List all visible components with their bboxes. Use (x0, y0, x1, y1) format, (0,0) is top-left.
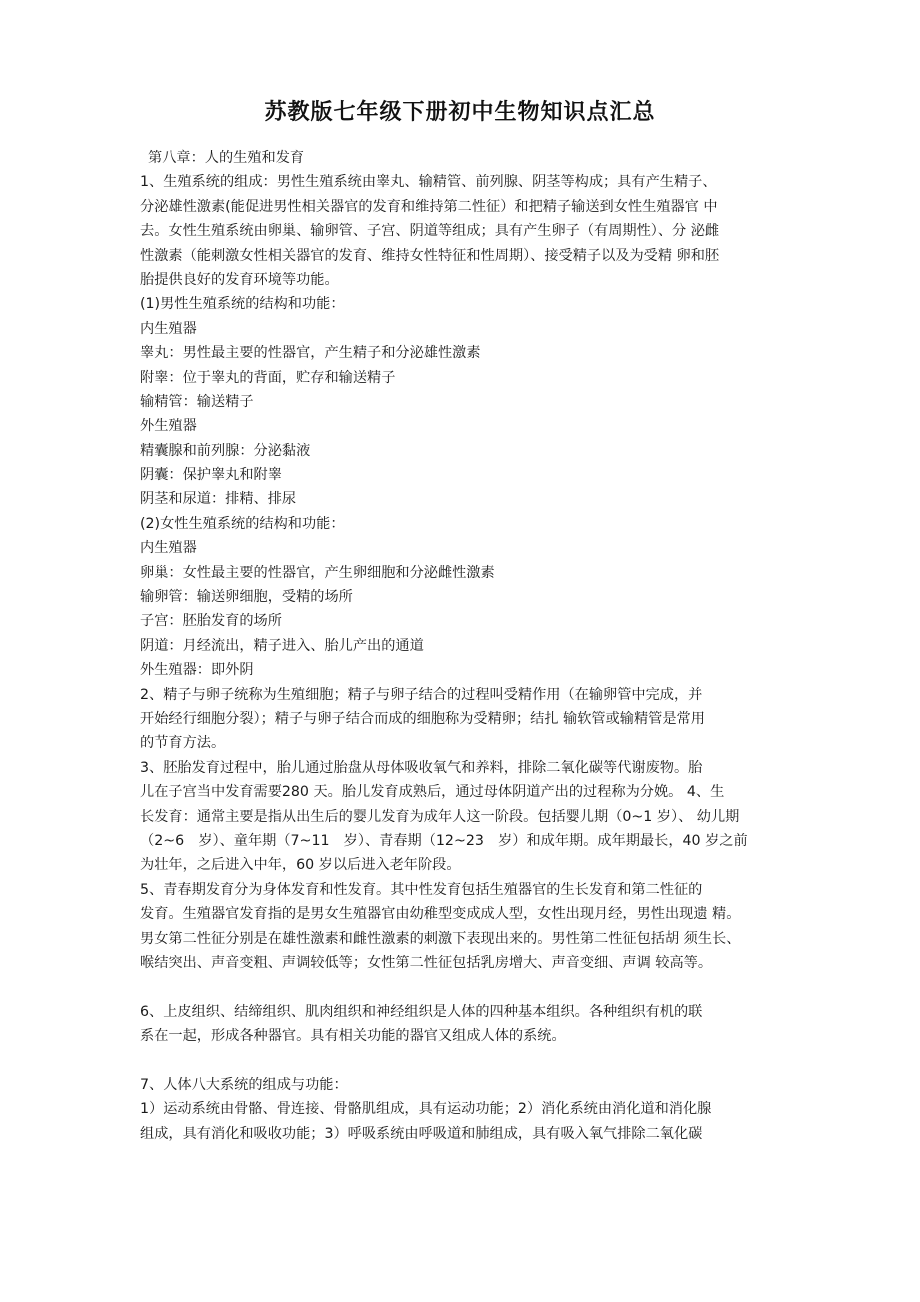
text-line: 输精管：输送精子 (140, 393, 254, 410)
text-line: 内生殖器 (140, 540, 197, 557)
text-line: 外生殖器：即外阴 (140, 662, 254, 679)
text-line: (2)女性生殖系统的结构和功能： (140, 515, 345, 532)
text-line: 阴茎和尿道：排精、排尿 (140, 491, 297, 508)
text-line: 7、人体八大系统的组成与功能： (140, 1076, 348, 1093)
text-line: 为壮年，之后进入中年，60 岁以后进入老年阶段。 (140, 857, 461, 874)
text-line: 发育。生殖器官发育指的是男女生殖器官由幼稚型变成成人型，女性出现月经，男性出现遗 精。 (140, 906, 741, 923)
text-line: 卵巢：女性最主要的性器官，产生卵细胞和分泌雌性激素 (140, 564, 495, 581)
text-line: 喉结突出、声音变粗、声调较低等；女性第二性征包括乳房增大、声音变细、声调 较高等。 (140, 954, 713, 971)
text-line: 精囊腺和前列腺：分泌黏液 (140, 442, 311, 459)
blank-line (140, 1048, 820, 1072)
text-line: 子宫：胚胎发育的场所 (140, 613, 282, 630)
text-line: 组成，具有消化和吸收功能；3）呼吸系统由呼吸道和肺组成，具有吸入氧气排除二氧化碳 (140, 1125, 703, 1142)
page-title: 苏教版七年级下册初中生物知识点汇总 (264, 100, 656, 125)
blank-line (140, 975, 820, 999)
text-line: 6、上皮组织、结缔组织、肌肉组织和神经组织是人体的四种基本组织。各种组织有机的联 (140, 1003, 703, 1020)
text-line: 5、青春期发育分为身体发育和性发育。其中性发育包括生殖器官的生长发育和第二性征的 (140, 881, 703, 898)
text-line: 外生殖器 (140, 418, 197, 435)
text-line: 阴道：月经流出，精子进入、胎儿产出的通道 (140, 637, 424, 654)
text-line: 输卵管：输送卵细胞，受精的场所 (140, 589, 353, 606)
text-line: 儿在子宫当中发育需要280 天。胎儿发育成熟后，通过母体阴道产出的过程称为分娩。 4、生 (140, 784, 725, 801)
text-line: 系在一起，形成各种器官。具有相关功能的器官又组成人体的系统。 (140, 1028, 566, 1045)
text-line: 内生殖器 (140, 320, 197, 337)
chapter-heading: 第八章：人的生殖和发育 (148, 150, 305, 166)
text-line: 2、精子与卵子统称为生殖细胞；精子与卵子结合的过程叫受精作用（在输卵管中完成，并 (140, 686, 703, 703)
text-line: (1)男性生殖系统的结构和功能： (140, 296, 345, 313)
text-line: 性激素（能刺激女性相关器官的发育、维持女性特征和性周期）、接受精子以及为受精 卵和胚 (140, 247, 720, 264)
text-line: 3、胚胎发育过程中，胎儿通过胎盘从母体吸收氧气和养料，排除二氧化碳等代谢废物。胎 (140, 759, 703, 776)
text-line: 睾丸：男性最主要的性器官，产生精子和分泌雄性激素 (140, 345, 481, 362)
text-line: 附睾：位于睾丸的背面，贮存和输送精子 (140, 369, 396, 386)
text-line: 分泌雄性激素(能促进男性相关器官的发育和维持第二性征）和把精子输送到女性生殖器官 中 (140, 198, 718, 215)
text-line: 开始经行细胞分裂）；精子与卵子结合而成的细胞称为受精卵；结扎 输软管或输精管是常用 (140, 710, 705, 727)
text-line: 去。女性生殖系统由卵巢、输卵管、子宫、阴道等组成；具有产生卵子（有周期性）、分 泌雌 (140, 223, 720, 240)
text-line: （2~6 岁）、童年期（7~11 岁）、青春期（12~23 岁）和成年期。成年期最长，40 岁之前 (140, 832, 748, 849)
text-line: 长发育：通常主要是指从出生后的婴儿发育为成年人这一阶段。包括婴儿期（0~1 岁）、 幼儿期 (140, 808, 740, 825)
text-line: 的节育方法。 (140, 735, 226, 752)
text-line: 男女第二性征分别是在雄性激素和雌性激素的刺激下表现出来的。男性第二性征包括胡 须生长、 (140, 930, 741, 947)
text-line: 1）运动系统由骨骼、骨连接、骨骼肌组成，具有运动功能；2）消化系统由消化道和消化腺 (140, 1101, 712, 1118)
text-line: 1、生殖系统的组成：男性生殖系统由睾丸、输精管、前列腺、阴茎等构成；具有产生精子、 (140, 174, 717, 191)
text-line: 胎提供良好的发育环境等功能。 (140, 271, 339, 288)
text-line: 阴囊：保护睾丸和附睾 (140, 467, 282, 484)
document-body (140, 146, 820, 1146)
